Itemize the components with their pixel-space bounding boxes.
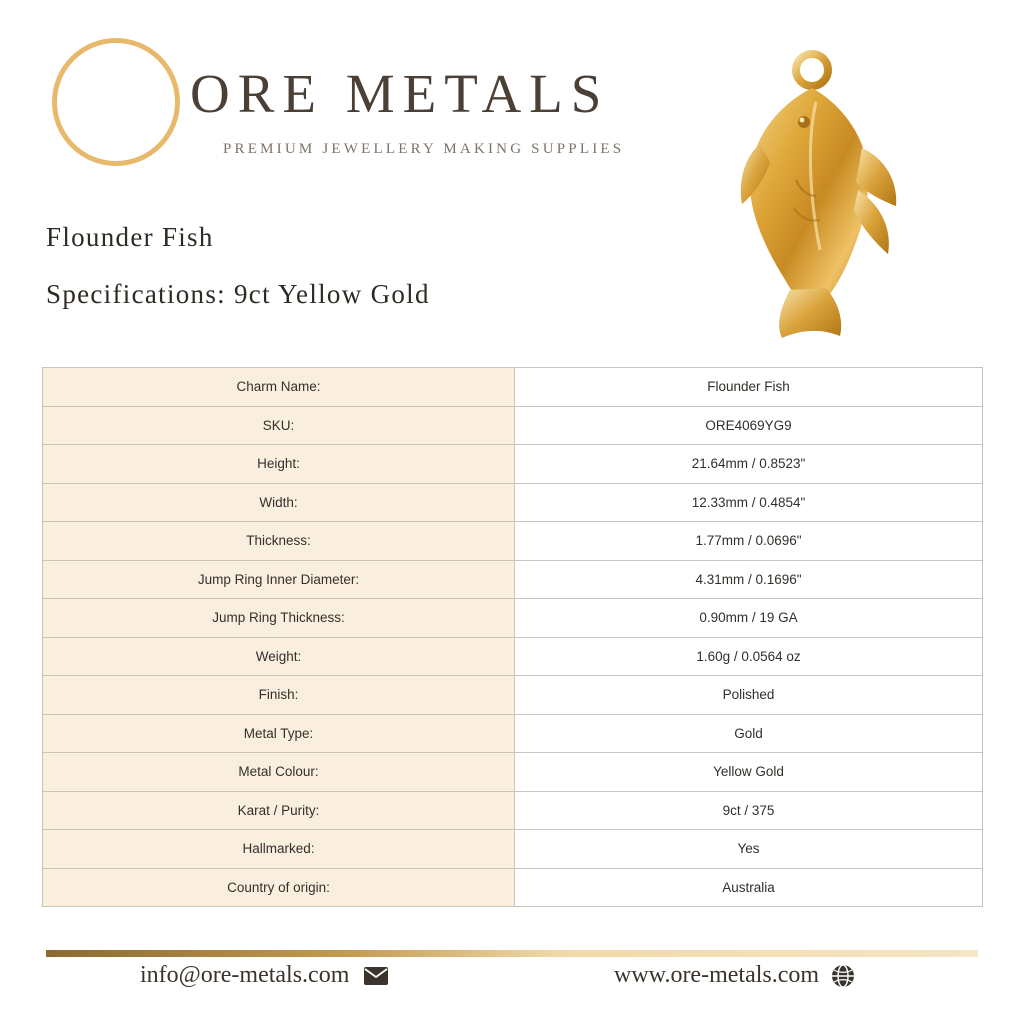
spec-value: Polished <box>515 676 983 715</box>
table-row <box>43 753 983 792</box>
table-row <box>43 445 983 484</box>
spec-value: 1.60g / 0.0564 oz <box>515 637 983 676</box>
spec-label: Weight: <box>43 637 515 676</box>
footer-website-group[interactable] <box>614 962 855 989</box>
spec-label: Width: <box>43 483 515 522</box>
spec-value: 12.33mm / 0.4854" <box>515 483 983 522</box>
page-title: Flounder Fish <box>46 222 214 252</box>
footer-email-group[interactable] <box>140 962 389 989</box>
table-row <box>43 637 983 676</box>
table-row <box>43 522 983 561</box>
footer-website[interactable]: www.ore-metals.com <box>614 962 820 988</box>
table-row <box>43 560 983 599</box>
table-row <box>43 368 983 407</box>
page-subtitle: Specifications: 9ct Yellow Gold <box>46 279 430 309</box>
spec-label: Thickness: <box>43 522 515 561</box>
globe-icon <box>831 964 855 988</box>
envelope-icon <box>363 966 389 986</box>
footer <box>0 957 1024 1024</box>
table-row <box>43 714 983 753</box>
spec-label: Country of origin: <box>43 868 515 907</box>
spec-value: Flounder Fish <box>515 368 983 407</box>
spec-value: 21.64mm / 0.8523" <box>515 445 983 484</box>
spec-value: Gold <box>515 714 983 753</box>
spec-value: ORE4069YG9 <box>515 406 983 445</box>
table-row <box>43 406 983 445</box>
spec-value: Australia <box>515 868 983 907</box>
table-row <box>43 830 983 869</box>
specification-table <box>42 367 983 907</box>
spec-label: Charm Name: <box>43 368 515 407</box>
brand-tagline: PREMIUM JEWELLERY MAKING SUPPLIES <box>223 141 625 157</box>
spec-label: Finish: <box>43 676 515 715</box>
table-row <box>43 599 983 638</box>
table-row <box>43 868 983 907</box>
gold-ring-icon <box>52 38 180 166</box>
spec-value: 1.77mm / 0.0696" <box>515 522 983 561</box>
spec-label: Hallmarked: <box>43 830 515 869</box>
spec-label: SKU: <box>43 406 515 445</box>
spec-value: Yes <box>515 830 983 869</box>
footer-divider <box>46 950 978 957</box>
spec-label: Metal Colour: <box>43 753 515 792</box>
spec-value: Yellow Gold <box>515 753 983 792</box>
specification-table-body <box>43 368 983 907</box>
title-block <box>46 222 746 310</box>
table-row <box>43 791 983 830</box>
spec-label: Height: <box>43 445 515 484</box>
spec-label: Karat / Purity: <box>43 791 515 830</box>
footer-email[interactable]: info@ore-metals.com <box>140 962 350 988</box>
spec-value: 4.31mm / 0.1696" <box>515 560 983 599</box>
spec-label: Metal Type: <box>43 714 515 753</box>
table-row <box>43 483 983 522</box>
table-row <box>43 676 983 715</box>
spec-label: Jump Ring Inner Diameter: <box>43 560 515 599</box>
brand-name: ORE METALS <box>190 63 610 124</box>
spec-value: 9ct / 375 <box>515 791 983 830</box>
spec-label: Jump Ring Thickness: <box>43 599 515 638</box>
spec-value: 0.90mm / 19 GA <box>515 599 983 638</box>
